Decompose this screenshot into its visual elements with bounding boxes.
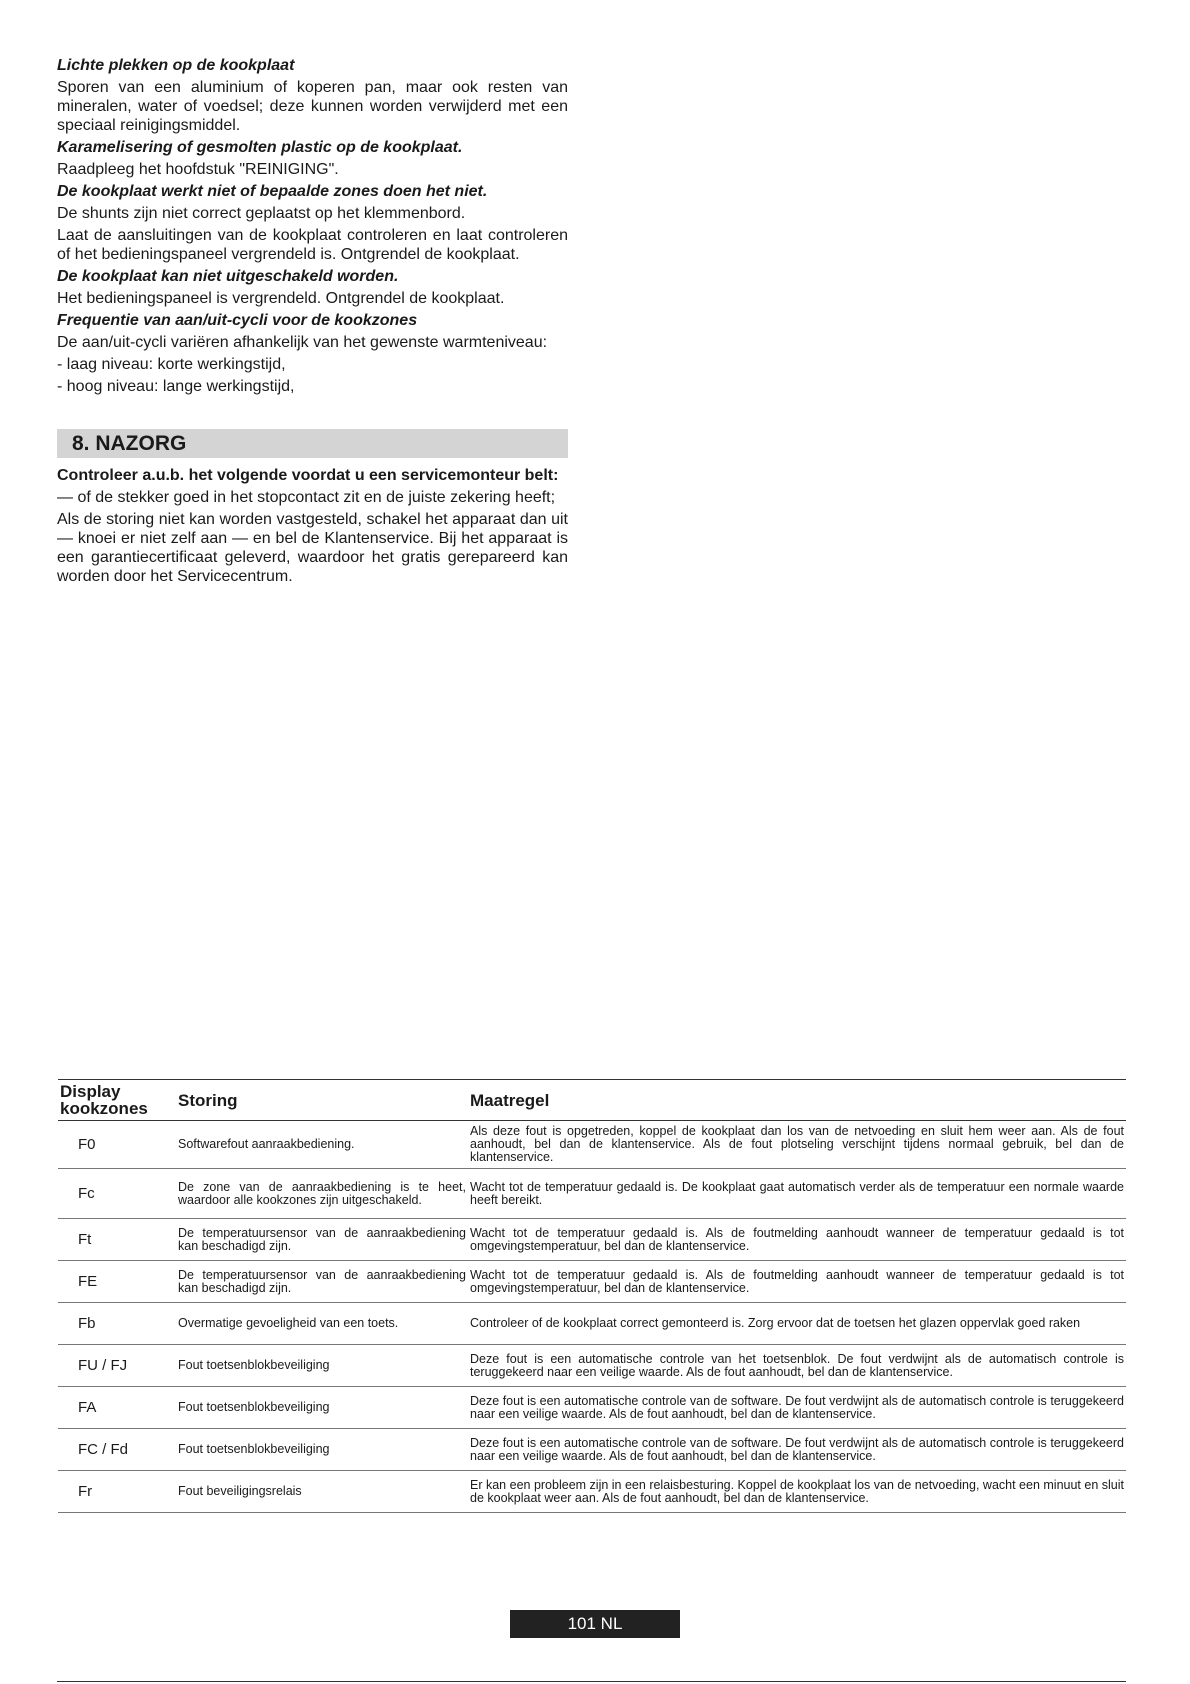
error-cause: Fout toetsenblokbeveiliging bbox=[176, 1345, 468, 1387]
error-code: FA bbox=[58, 1387, 176, 1429]
text-shunts: De shunts zijn niet correct geplaatst op het klemmenbord. bbox=[57, 205, 466, 222]
error-code: Fb bbox=[58, 1303, 176, 1345]
error-code: FE bbox=[58, 1261, 176, 1303]
header-maatregel: Maatregel bbox=[468, 1080, 1126, 1121]
text-light-spots: Sporen van een aluminium of koperen pan, maar ook resten van mineralen, water of voedsel; deze kunnen worden verwijderd met een speciaal reinigingsmiddel. bbox=[57, 79, 568, 134]
error-code-table bbox=[58, 1079, 1126, 1513]
error-code: FU / FJ bbox=[58, 1345, 176, 1387]
error-cause: De zone van de aanraakbediening is te heet, waardoor alle kookzones zijn uitgeschakeld. bbox=[176, 1169, 468, 1219]
error-code: Ft bbox=[58, 1219, 176, 1261]
text-high-level: - hoog niveau: lange werkingstijd, bbox=[57, 378, 295, 395]
table-header-row bbox=[58, 1080, 1126, 1121]
troubleshooting-column bbox=[57, 56, 568, 589]
error-action: Controleer of de kookplaat correct gemonteerd is. Zorg ervoor dat de toetsen het glazen oppervlak goed raken bbox=[468, 1303, 1126, 1345]
error-action: Deze fout is een automatische controle van de software. De fout verdwijnt als de automatisch controle is teruggekeerd naar een veilige waarde. Als de fout aanhoudt, bel dan de klantenservice. bbox=[468, 1429, 1126, 1471]
table-row bbox=[58, 1219, 1126, 1261]
text-caramelisation: Raadpleeg het hoofdstuk "REINIGING". bbox=[57, 161, 339, 178]
error-code: Fc bbox=[58, 1169, 176, 1219]
error-action: Deze fout is een automatische controle van het toetsenblok. De fout verdwijnt als de automatisch controle is teruggekeerd naar een veilige waarde. Als de fout aanhoudt, bel dan de klantenservice. bbox=[468, 1345, 1126, 1387]
text-cycles: De aan/uit-cycli variëren afhankelijk van het gewenste warmteniveau: bbox=[57, 334, 548, 351]
heading-cycles: Frequentie van aan/uit-cycli voor de kookzones bbox=[57, 312, 418, 329]
error-cause: De temperatuursensor van de aanraakbediening kan beschadigd zijn. bbox=[176, 1261, 468, 1303]
heading-not-working: De kookplaat werkt niet of bepaalde zones doen het niet. bbox=[57, 183, 488, 200]
heading-caramelisation: Karamelisering of gesmolten plastic op de kookplaat. bbox=[57, 139, 463, 156]
footer-divider bbox=[57, 1681, 1126, 1682]
text-panel-locked: Het bedieningspaneel is vergrendeld. Ontgrendel de kookplaat. bbox=[57, 290, 505, 307]
error-cause: Overmatige gevoeligheid van een toets. bbox=[176, 1303, 468, 1345]
header-display: Display kookzones bbox=[58, 1080, 176, 1121]
header-storing: Storing bbox=[176, 1080, 468, 1121]
heading-cannot-switch-off: De kookplaat kan niet uitgeschakeld worden. bbox=[57, 268, 399, 285]
error-code: Fr bbox=[58, 1471, 176, 1513]
error-cause: De temperatuursensor van de aanraakbediening kan beschadigd zijn. bbox=[176, 1219, 468, 1261]
page-number: 101 NL bbox=[510, 1610, 680, 1638]
error-action: Wacht tot de temperatuur gedaald is. Als de foutmelding aanhoudt wanneer de temperatuur gedaald is tot omgevingstemperatuur, bel dan de klantenservice. bbox=[468, 1261, 1126, 1303]
error-action: Wacht tot de temperatuur gedaald is. Als de foutmelding aanhoudt wanneer de temperatuur gedaald is tot omgevingstemperatuur, bel dan de klantenservice. bbox=[468, 1219, 1126, 1261]
table-row bbox=[58, 1261, 1126, 1303]
heading-light-spots: Lichte plekken op de kookplaat bbox=[57, 57, 295, 74]
error-action: Wacht tot de temperatuur gedaald is. De kookplaat gaat automatisch verder als de temperatuur een normale waarde heeft bereikt. bbox=[468, 1169, 1126, 1219]
table-row bbox=[58, 1387, 1126, 1429]
error-action: Er kan een probleem zijn in een relaisbesturing. Koppel de kookplaat los van de netvoeding, wacht een minuut en sluit de kookplaat weer aan. Als de fout aanhoudt, bel dan de klantenservice. bbox=[468, 1471, 1126, 1513]
table-row bbox=[58, 1345, 1126, 1387]
error-cause: Softwarefout aanraakbediening. bbox=[176, 1121, 468, 1169]
table-row bbox=[58, 1169, 1126, 1219]
table-row bbox=[58, 1429, 1126, 1471]
table-row bbox=[58, 1303, 1126, 1345]
text-low-level: - laag niveau: korte werkingstijd, bbox=[57, 356, 286, 373]
error-cause: Fout beveiligingsrelais bbox=[176, 1471, 468, 1513]
section-intro: Controleer a.u.b. het volgende voordat u een servicemonteur belt: bbox=[57, 467, 559, 484]
error-action: Deze fout is een automatische controle van de software. De fout verdwijnt als de automatisch controle is teruggekeerd naar een veilige waarde. Als de fout aanhoudt, bel dan de klantenservice. bbox=[468, 1387, 1126, 1429]
error-code: F0 bbox=[58, 1121, 176, 1169]
error-code: FC / Fd bbox=[58, 1429, 176, 1471]
error-cause: Fout toetsenblokbeveiliging bbox=[176, 1429, 468, 1471]
error-cause: Fout toetsenblokbeveiliging bbox=[176, 1387, 468, 1429]
section-item-plug: — of de stekker goed in het stopcontact zit en de juiste zekering heeft; bbox=[57, 489, 556, 506]
section-service-text: Als de storing niet kan worden vastgesteld, schakel het apparaat dan uit — knoei er niet zelf aan — en bel de Klantenservice. Bij het apparaat is een garantiecertificaat geleverd, waardoor het gratis gerepareerd kan worden door het Servicecentrum. bbox=[57, 511, 568, 585]
table-row bbox=[58, 1121, 1126, 1169]
text-connections: Laat de aansluitingen van de kookplaat controleren en laat controleren of het bedieningspaneel vergrendeld is. Ontgrendel de kookplaat. bbox=[57, 227, 568, 263]
error-action: Als deze fout is opgetreden, koppel de kookplaat dan los van de netvoeding en sluit hem weer aan. Als de fout aanhoudt, bel dan de klantenservice. Als de fout plotseling verschijnt tijdens normaal gebruik, bel dan de klantenservice. bbox=[468, 1121, 1126, 1169]
table-row bbox=[58, 1471, 1126, 1513]
section-title: 8. NAZORG bbox=[57, 429, 568, 458]
